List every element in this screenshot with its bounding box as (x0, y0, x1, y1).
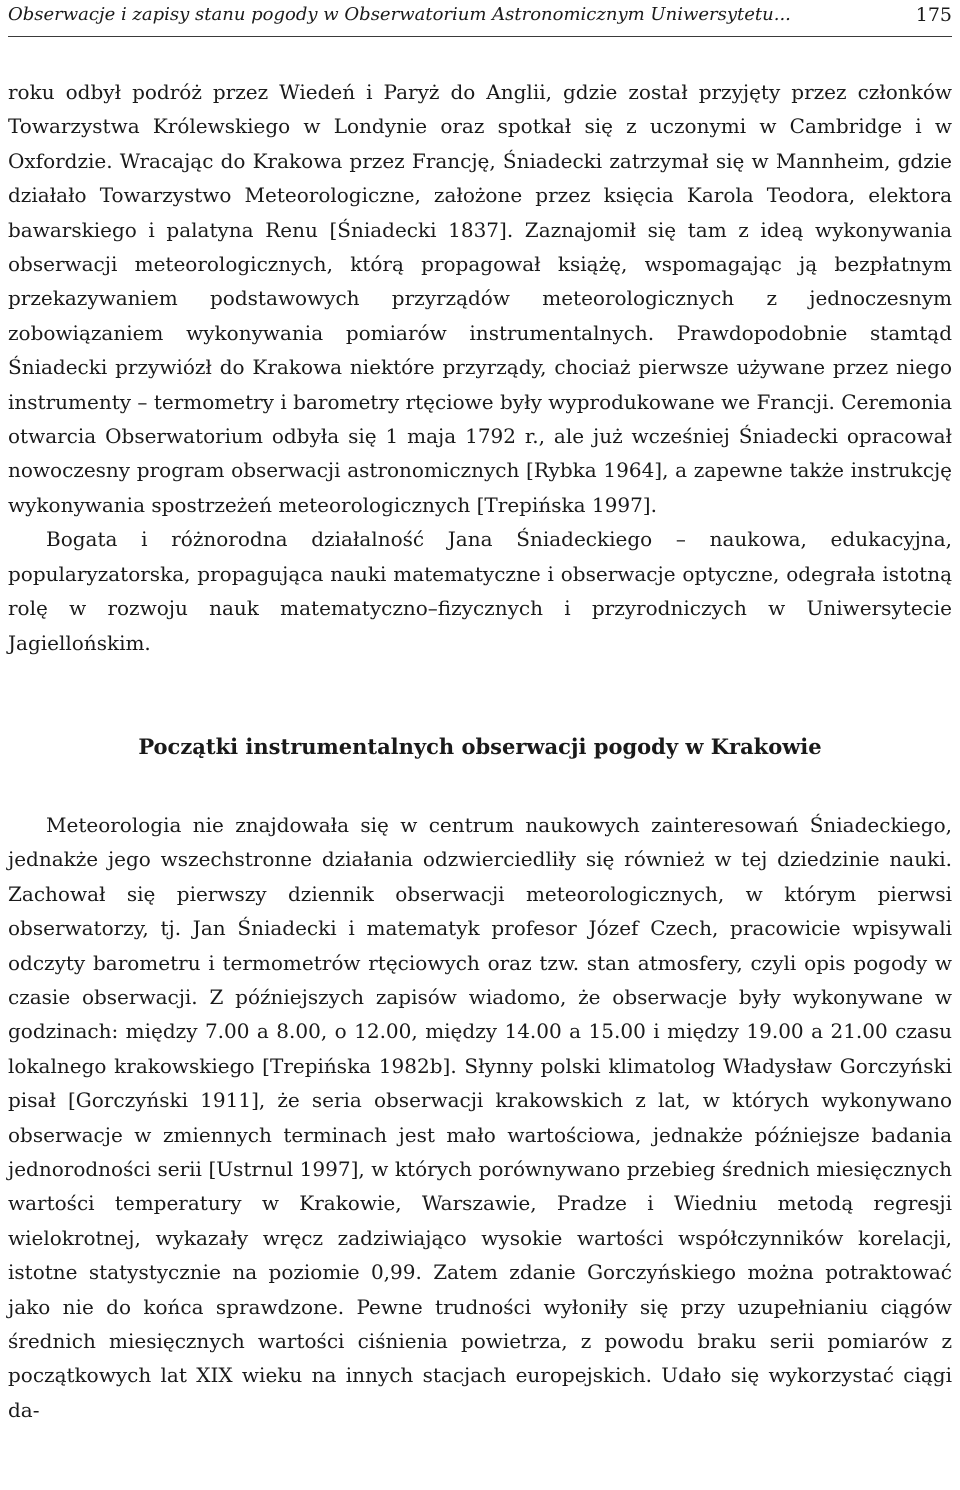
running-header (8, 0, 952, 37)
body-paragraph-2: Bogata i różnorodna działalność Jana Śniadeckiego – naukowa, edukacyjna, popularyzatorska, propagująca nauki matematyczne i obserwacje optyczne, odegrała istotną rolę w rozwoju nauk matematyczno–fizycznych i przyrodniczych w Uniwersytecie Jagiellońskim. (8, 527, 952, 655)
document-page (8, 0, 952, 1427)
section-heading: Początki instrumentalnych obserwacji pogody w Krakowie (138, 733, 822, 759)
page-number: 175 (915, 4, 952, 26)
body-paragraph-1: roku odbył podróż przez Wiedeń i Paryż do Anglii, gdzie został przyjęty przez członków Towarzystwa Królewskiego w Londynie oraz spotkał się z uczonymi w Cambridge i w Oxfordzie. Wracając do Krakowa przez Francję, Śniadecki zatrzymał się w Mannheim, gdzie działało Towarzystwo Meteorologiczne, założone przez księcia Karola Teodora, elektora bawarskiego i palatyna Renu [Śniadecki 1837]. Zaznajomił się tam z ideą wykonywania obserwacji meteorologicznych, którą propagował książę, wspomagając ją bezpłatnym przekazywaniem podstawowych przyrządów meteorologicznych z jednoczesnym zobowiązaniem wykonywania pomiarów instrumentalnych. Prawdopodobnie stamtąd Śniadecki przywiózł do Krakowa niektóre przyrządy, chociaż pierwsze używane przez niego instrumenty – termometry i barometry rtęciowe były wyprodukowane we Francji. Ceremonia otwarcia Obserwatorium odbyła się 1 maja 1792 r., ale już wcześniej Śniadecki opracował nowoczesny program obserwacji astronomicznych [Rybka 1964], a zapewne także instrukcję wykonywania spostrzeżeń meteorologicznych [Trepińska 1997]. (8, 80, 952, 517)
running-title: Obserwacje i zapisy stanu pogody w Obserwatorium Astronomicznym Uniwersytetu... (8, 4, 791, 25)
body-paragraph-3: Meteorologia nie znajdowała się w centrum naukowych zainteresowań Śniadeckiego, jednakże jego wszechstronne działania odzwierciedliły się również w tej dziedzinie nauki. Zachował się pierwszy dziennik obserwacji meteorologicznych, w którym pierwsi obserwatorzy, tj. Jan Śniadecki i matematyk profesor Józef Czech, pracowicie wpisywali odczyty barometru i termometrów rtęciowych oraz tzw. stan atmosfery, czyli opis pogody w czasie obserwacji. Z późniejszych zapisów wiadomo, że obserwacje były wykonywane w godzinach: między 7.00 a 8.00, o 12.00, między 14.00 a 15.00 i między 19.00 a 21.00 czasu lokalnego krakowskiego [Trepińska 1982b]. Słynny polski klimatolog Władysław Gorczyński pisał [Gorczyński 1911], że seria obserwacji krakowskich z lat, w których wykonywano obserwacje w zmiennych terminach jest mało wartościowa, jednakże późniejsze badania jednorodności serii [Ustrnul 1997], w których porównywano przebieg średnich miesięcznych wartości temperatury w Krakowie, Warszawie, Pradze i Wiedniu metodą regresji wielokrotnej, wykazały wręcz zadziwiająco wysokie wartości współczynników korelacji, istotne statystycznie na poziomie 0,99. Zatem zdanie Gorczyńskiego można potraktować jako nie do końca sprawdzone. Pewne trudności wyłoniły się przy uzupełnianiu ciągów średnich miesięcznych wartości ciśnienia powietrza, z powodu braku serii pomiarów z początkowych lat XIX wieku na innych stacjach europejskich. Udało się wykorzystać ciągi da- (8, 812, 952, 1422)
